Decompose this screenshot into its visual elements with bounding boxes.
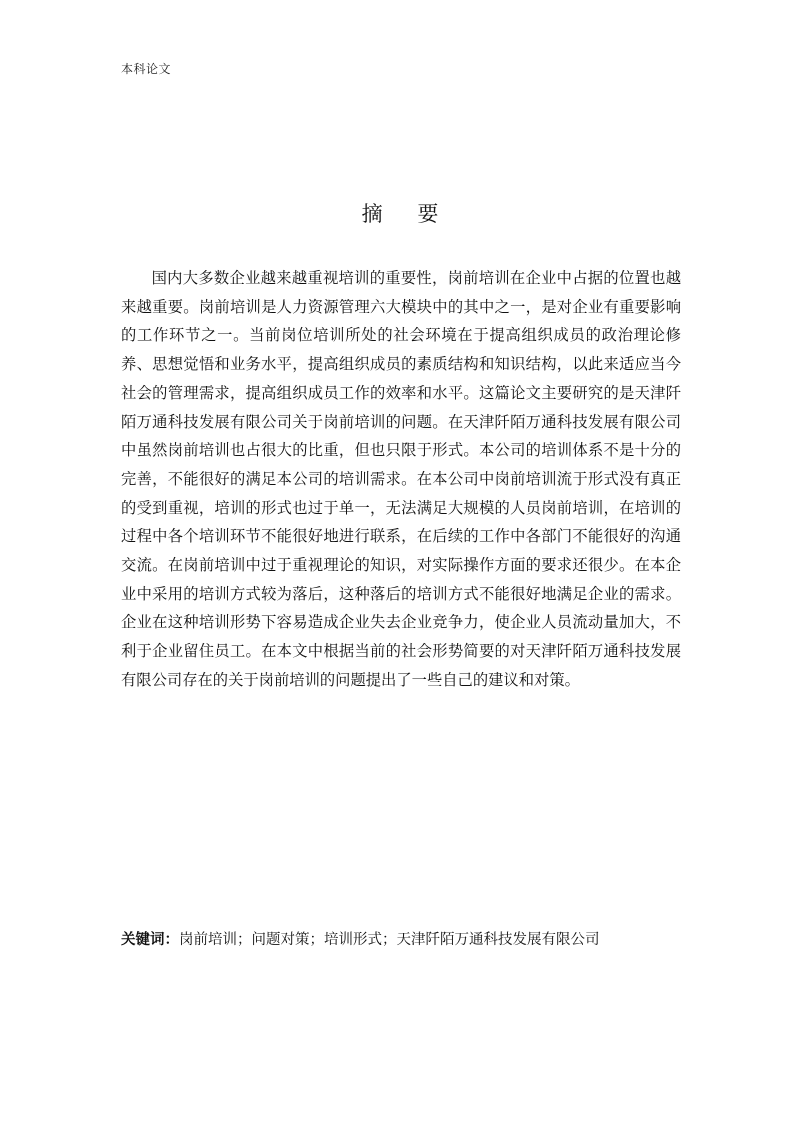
abstract-body: 国内大多数企业越来越重视培训的重要性，岗前培训在企业中占据的位置也越来越重要。岗前培训是人力资源管理六大模块中的其中之一，是对企业有重要影响的工作环节之一。当前岗位培训所处的社会环境在于提高组织成员的政治理论修养、思想觉悟和业务水平，提高组织成员的素质结构和知识结构，以此来适应当今社会的管理需求，提高组织成员工作的效率和水平。这篇论文主要研究的是天津阡陌万通科技发展有限公司关于岗前培训的问题。在天津阡陌万通科技发展有限公司中虽然岗前培训也占很大的比重，但也只限于形式。本公司的培训体系不是十分的完善，不能很好的满足本公司的培训需求。在本公司中岗前培训流于形式没有真正的受到重视，培训的形式也过于单一，无法满足大规模的人员岗前培训，在培训的过程中各个培训环节不能很好地进行联系，在后续的工作中各部门不能很好的沟通交流。在岗前培训中过于重视理论的知识，对实际操作方面的要求还很少。在本企业中采用的培训方式较为落后，这种落后的培训方式不能很好地满足企业的需求。企业在这种培训形势下容易造成企业失去企业竞争力，使企业人员流动量加大，不利于企业留住员工。在本文中根据当前的社会形势简要的对天津阡陌万通科技发展有限公司存在的关于岗前培训的问题提出了一些自己的建议和对策。 xyxy=(121,269,681,689)
running-header: 本科论文 xyxy=(121,62,172,76)
keywords-text: 岗前培训；问题对策；培训形式；天津阡陌万通科技发展有限公司 xyxy=(179,932,600,948)
keywords-line xyxy=(121,929,721,951)
abstract-title: 摘 要 xyxy=(361,202,453,226)
keywords-label: 关键词： xyxy=(121,932,179,948)
